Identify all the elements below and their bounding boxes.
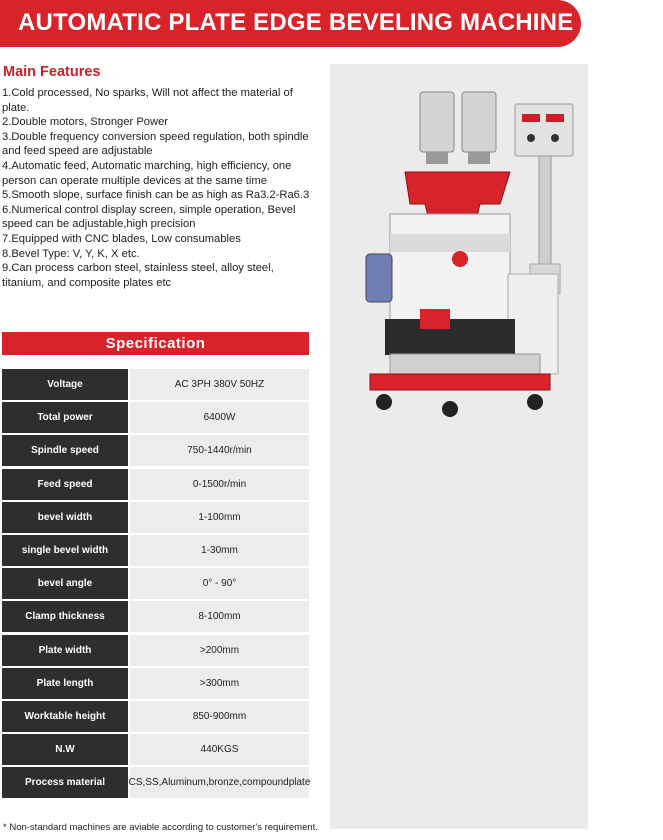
table-row: [2, 469, 309, 500]
table-row: [2, 535, 309, 566]
spec-value: AC 3PH 380V 50HZ: [130, 369, 309, 400]
spec-value: 750-1440r/min: [130, 435, 309, 466]
table-row: [2, 734, 309, 765]
spec-value: >300mm: [130, 668, 309, 699]
title-banner: [0, 0, 663, 47]
table-row: [2, 502, 309, 533]
table-row: [2, 369, 309, 400]
spec-value: 0-1500r/min: [130, 469, 309, 500]
spec-value: >200mm: [130, 635, 309, 666]
spec-value: 1-100mm: [130, 502, 309, 533]
table-row: [2, 402, 309, 433]
page-title: AUTOMATIC PLATE EDGE BEVELING MACHINE PB-100: [18, 9, 663, 36]
table-row: [2, 635, 309, 666]
spec-value: 1-30mm: [130, 535, 309, 566]
feature-item: 1.Cold processed, No sparks, Will not affect the material of plate.: [2, 87, 293, 114]
table-row: [2, 568, 309, 599]
spec-value: 850-900mm: [130, 701, 309, 732]
spec-label: Total power: [2, 402, 128, 433]
table-row: [2, 601, 309, 632]
spec-value: 0° - 90°: [130, 568, 309, 599]
spec-value: 6400W: [130, 402, 309, 433]
table-row: [2, 701, 309, 732]
spec-label: Voltage: [2, 369, 128, 400]
feature-item: 4.Automatic feed, Automatic marching, high efficiency, one person can operate multiple devices at the same time: [2, 159, 292, 187]
spec-label: Plate width: [2, 635, 128, 666]
footnote: * Non-standard machines are aviable according to customer's requirement.: [3, 822, 318, 833]
features-list: [2, 86, 312, 290]
spec-label: N.W: [2, 734, 128, 765]
spec-value: 8-100mm: [130, 601, 309, 632]
spec-value: 440KGS: [130, 734, 309, 765]
spec-label: single bevel width: [2, 535, 128, 566]
spec-table: [2, 369, 309, 800]
table-row: [2, 668, 309, 699]
spec-label: Clamp thickness: [2, 601, 128, 632]
feature-item: 7.Equipped with CNC blades, Low consumables: [2, 232, 241, 245]
spec-value: CS,SS,Aluminum,bronze,compoundplate: [130, 767, 309, 798]
spec-label: Spindle speed: [2, 435, 128, 466]
features-heading: Main Features: [3, 64, 101, 80]
feature-item: 9.Can process carbon steel, stainless steel, alloy steel, titanium, and composite plates etc: [2, 262, 274, 289]
feature-item: 6.Numerical control display screen, simple operation, Bevel speed can be adjustable,high precision: [2, 203, 296, 231]
feature-item: 5.Smooth slope, surface finish can be as high as Ra3.2-Ra6.3: [2, 189, 310, 202]
machine-illustration: [330, 64, 588, 829]
spec-label: Feed speed: [2, 469, 128, 500]
machine-photo: [330, 64, 588, 829]
table-row: [2, 767, 309, 798]
spec-heading: Specification: [2, 332, 309, 355]
spec-label: bevel width: [2, 502, 128, 533]
table-row: [2, 435, 309, 466]
spec-label: bevel angle: [2, 568, 128, 599]
spec-label: Plate length: [2, 668, 128, 699]
feature-item: 3.Double frequency conversion speed regulation, both spindle and feed speed are adjustable: [2, 130, 309, 158]
spec-label: Worktable height: [2, 701, 128, 732]
spec-label: Process material: [2, 767, 128, 798]
feature-item: 2.Double motors, Stronger Power: [2, 116, 169, 129]
feature-item: 8.Bevel Type: V, Y, K, X etc.: [2, 247, 140, 260]
